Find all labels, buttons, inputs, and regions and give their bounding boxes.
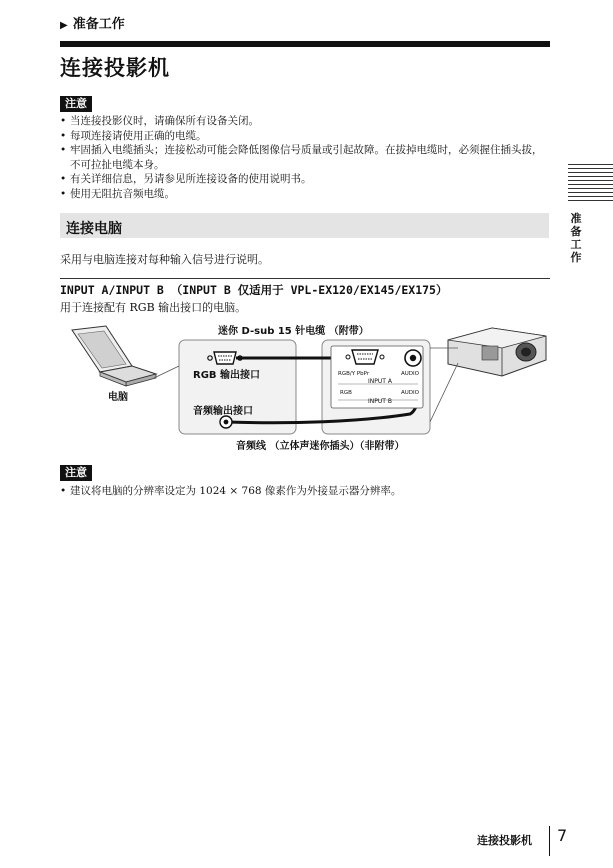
note-badge-2: 注意 — [60, 465, 92, 481]
side-tab-label: 准备工作 — [570, 212, 582, 264]
section-title: 连接电脑 — [66, 221, 122, 237]
subsection-heading: INPUT A/INPUT B （INPUT B 仅适用于 VPL-EX120/EX145/EX175） — [60, 283, 448, 297]
list-item: • 牢固插入电缆插头；连接松动可能会降低图像信号质量或引起故障。在拔掉电缆时，必须握住插头拔，不可拉扯电缆本身。 — [60, 143, 548, 172]
page-title: 连接投影机 — [60, 56, 170, 80]
computer-port-panel — [179, 340, 296, 434]
list-item: • 有关详细信息，另请参见所连接设备的使用说明书。 — [60, 172, 548, 187]
cable-bottom-label: 音频线 （立体声迷你插头）（非附带） — [236, 441, 405, 452]
computer-label: 电脑 — [108, 392, 128, 403]
port-label-audio-a: AUDIO — [401, 371, 419, 377]
note-list — [60, 114, 548, 201]
input-a-audio-port — [405, 350, 421, 366]
section-intro: 采用与电脑连接对每种输入信号进行说明。 — [60, 253, 269, 266]
list-item: • 建议将电脑的分辨率设定为 1024 × 768 像素作为外接显示器分辨率。 — [60, 484, 548, 499]
section-bar — [60, 213, 549, 238]
title-rule — [60, 41, 550, 47]
rgb-out-label: RGB 输出接口 — [193, 370, 261, 381]
port-label-audio-b: AUDIO — [401, 390, 419, 396]
subsection-rule — [60, 278, 550, 279]
connection-diagram — [60, 318, 550, 458]
port-label-rgb-pbpr: RGB/Y PbPr — [338, 371, 370, 377]
list-item: • 当连接投影仪时，请确保所有设备关闭。 — [60, 114, 548, 129]
port-label-input-b: INPUT B — [368, 398, 392, 405]
laptop-icon — [72, 326, 156, 386]
triangle-right-icon: ▶ — [60, 20, 68, 31]
page-number: 7 — [557, 826, 568, 845]
note-list-2 — [60, 484, 548, 499]
projector-icon — [448, 328, 546, 376]
port-label-input-a: INPUT A — [368, 378, 392, 385]
list-item: • 每项连接请使用正确的电缆。 — [60, 129, 548, 144]
subsection-desc: 用于连接配有 RGB 输出接口的电脑。 — [60, 301, 247, 314]
audio-jack-icon — [220, 416, 232, 428]
audio-out-label: 音频输出接口 — [193, 406, 253, 417]
note-badge: 注意 — [60, 96, 92, 112]
breadcrumb-label: 准备工作 — [72, 17, 125, 32]
cable-top-label: 迷你 D-sub 15 针电缆 （附带） — [218, 326, 369, 337]
footer-title: 连接投影机 — [477, 834, 532, 847]
list-item: • 使用无阻抗音频电缆。 — [60, 187, 548, 202]
breadcrumb — [60, 13, 125, 32]
port-label-rgb: RGB — [340, 390, 352, 396]
footer-divider — [549, 826, 550, 856]
